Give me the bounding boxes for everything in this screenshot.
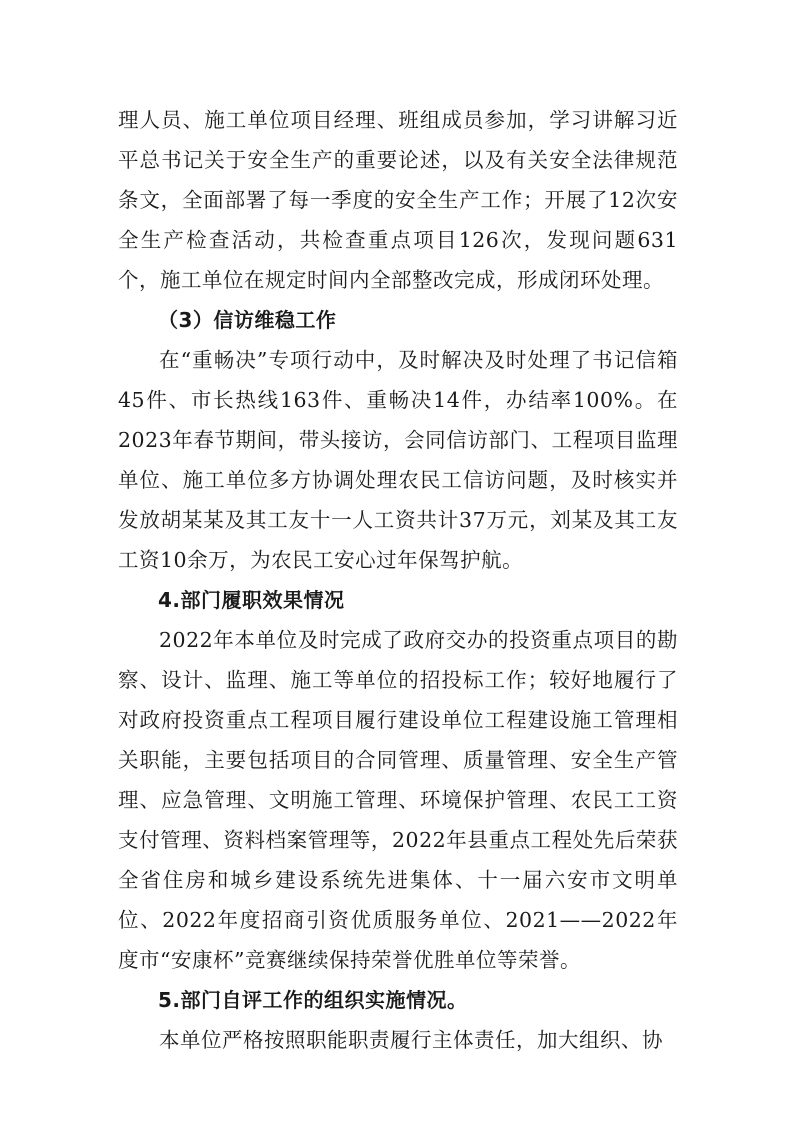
paragraph-safety-production: 理人员、施工单位项目经理、班组成员参加，学习讲解习近平总书记关于安全生产的重要论述，以及有关安全法律规范条文，全面部署了每一季度的安全生产工作；开展了12次安全生产检查活动，共检查重点项目126次，发现问题631个，施工单位在规定时间内全部整改完成，形成闭环处理。: [118, 108, 678, 292]
document-body: [118, 100, 678, 1060]
heading-self-evaluation: 5.部门自评工作的组织实施情况。: [158, 988, 468, 1012]
paragraph-self-evaluation: 本单位严格按照职能职责履行主体责任，加大组织、协: [159, 1028, 663, 1052]
heading-performance-effect: 4.部门履职效果情况: [158, 588, 345, 612]
heading-petition-stability: （3）信访维稳工作: [158, 308, 337, 332]
paragraph-performance-effect: 2022年本单位及时完成了政府交办的投资重点项目的勘察、设计、监理、施工等单位的招投标工作；较好地履行了对政府投资重点工程项目履行建设单位工程建设施工管理相关职能，主要包括项目的合同管理、质量管理、安全生产管理、应急管理、文明施工管理、环境保护管理、农民工工资支付管理、资料档案管理等，2022年县重点工程处先后荣获全省住房和城乡建设系统先进集体、十一届六安市文明单位、2022年度招商引资优质服务单位、2021——2022年度市“安康杯”竞赛继续保持荣誉优胜单位等荣誉。: [118, 628, 678, 972]
paragraph-petition-work: 在“重畅决”专项行动中，及时解决及时处理了书记信箱45件、市长热线163件、重畅决14件，办结率100%。在2023年春节期间，带头接访，会同信访部门、工程项目监理单位、施工单位多方协调处理农民工信访问题，及时核实并发放胡某某及其工友十一人工资共计37万元，刘某及其工友工资10余万，为农民工安心过年保驾护航。: [118, 348, 678, 572]
